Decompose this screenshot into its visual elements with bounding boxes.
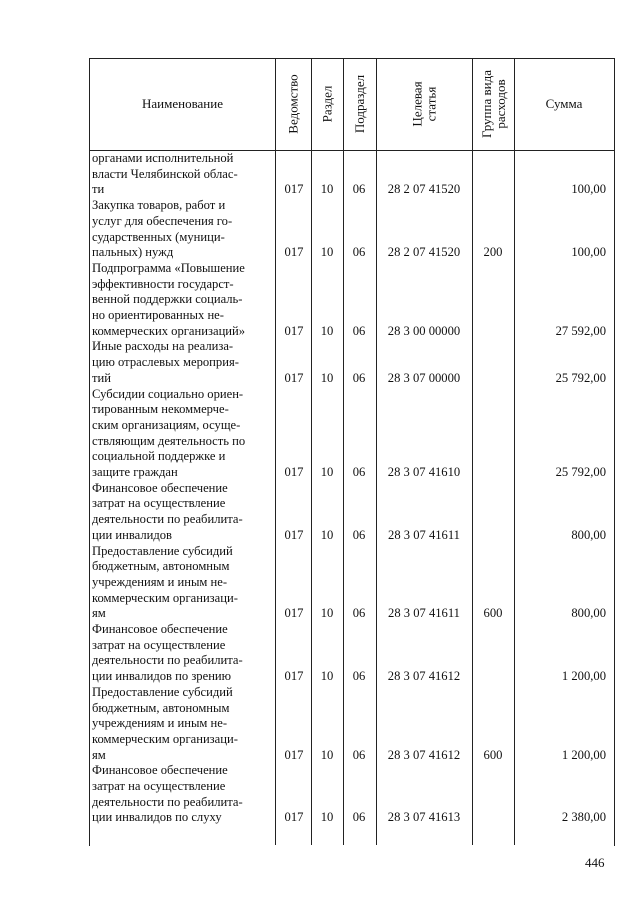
header-tselevaya-line1: Целевая [409, 81, 425, 127]
row-name-line: ям [92, 606, 106, 621]
page-number: 446 [585, 855, 605, 870]
row-name-line: социальной поддержке и [92, 449, 226, 464]
row-summa: 800,00 [571, 527, 606, 542]
row-name [92, 261, 269, 340]
header-vedomstvo-label: Ведомство [285, 74, 301, 134]
row-razdel: 10 [320, 810, 334, 825]
row-razdel: 10 [320, 323, 334, 338]
row-name-line: цию отраслевых мероприя- [92, 355, 239, 370]
row-name-line: Подпрограмма «Повышение [92, 260, 245, 275]
row-summa: 25 792,00 [555, 465, 606, 479]
row-tselevaya-statya: 28 2 07 41520 [387, 245, 461, 260]
row-name [92, 622, 269, 685]
row-name [92, 763, 269, 826]
header-name-label: Наименование [142, 96, 223, 111]
row-name-line: тированным некоммерче- [92, 402, 229, 417]
header-name [90, 58, 275, 150]
row-vedomstvo: 017 [284, 669, 304, 684]
row-tselevaya-statya: 28 3 07 00000 [387, 370, 461, 385]
header-gruppa-line2: расходов [492, 79, 508, 129]
row-name-line: Финансовое обеспечение [92, 763, 228, 778]
row-name-line: Предоставление субсидий [92, 684, 233, 699]
row-name [92, 198, 269, 261]
row-summa: 800,00 [571, 606, 606, 621]
row-tselevaya-statya: 28 3 07 41613 [387, 810, 461, 825]
row-tselevaya-statya: 28 3 00 00000 [387, 323, 461, 338]
row-name-line: Закупка товаров, работ и [92, 198, 226, 213]
row-razdel: 10 [320, 747, 334, 762]
row-razdel: 10 [320, 182, 334, 197]
row-name-line: деятельности по реабилита- [92, 794, 243, 809]
row-podrazdel: 06 [352, 527, 366, 542]
row-vedomstvo: 017 [284, 245, 304, 260]
row-summa: 1 200,00 [561, 669, 606, 684]
row-name-line: Финансовое обеспечение [92, 622, 228, 636]
row-name-line: учреждениям и иным не- [92, 716, 228, 731]
header-summa [515, 58, 613, 150]
row-name-line: коммерческих организаций» [92, 323, 246, 338]
row-name-line: ям [92, 747, 106, 762]
row-razdel: 10 [320, 370, 334, 385]
row-podrazdel: 06 [352, 245, 366, 260]
row-vedomstvo: 017 [284, 323, 304, 338]
row-name-line: эффективности государст- [92, 276, 234, 291]
row-podrazdel: 06 [352, 606, 366, 621]
row-name-line: Субсидии социально ориен- [92, 386, 244, 401]
row-name [92, 685, 269, 764]
header-gruppa-label [480, 70, 508, 138]
row-podrazdel: 06 [352, 747, 366, 762]
row-razdel: 10 [320, 669, 334, 684]
row-vedomstvo: 017 [284, 810, 304, 825]
row-podrazdel: 06 [352, 182, 366, 197]
row-name [92, 544, 269, 623]
row-name-line: учреждениям и иным не- [92, 574, 228, 589]
row-tselevaya-statya: 28 2 07 41520 [387, 182, 461, 197]
row-name-line: венной поддержки социаль- [92, 292, 243, 307]
row-name-line: защите граждан [92, 465, 178, 480]
column-divider [472, 58, 473, 845]
row-name-line: органами исполнительной [92, 151, 234, 165]
row-name [92, 151, 269, 198]
column-divider [514, 58, 515, 845]
row-tselevaya-statya: 28 3 07 41612 [387, 669, 461, 684]
row-razdel: 10 [320, 245, 334, 260]
row-summa: 2 380,00 [561, 810, 606, 825]
row-name-line: коммерческим организаци- [92, 731, 238, 746]
row-summa: 1 200,00 [561, 747, 606, 762]
row-gruppa: 200 [483, 245, 503, 260]
row-name-line: пальных) нужд [92, 245, 174, 260]
header-summa-label: Сумма [545, 96, 583, 111]
row-podrazdel: 06 [352, 323, 366, 338]
row-gruppa: 600 [483, 747, 503, 762]
row-name-line: Иные расходы на реализа- [92, 339, 234, 354]
row-tselevaya-statya: 28 3 07 41611 [388, 606, 460, 621]
column-divider [275, 58, 276, 845]
row-name-line: Предоставление субсидий [92, 543, 233, 558]
row-tselevaya-statya: 28 3 07 41611 [388, 527, 460, 542]
row-name-line: ским организациям, осуще- [92, 417, 241, 432]
row-podrazdel: 06 [352, 810, 366, 825]
header-tselevaya [377, 58, 472, 150]
row-name-line: ции инвалидов [92, 527, 173, 542]
row-name-line: услуг для обеспечения го- [92, 213, 233, 228]
row-vedomstvo: 017 [284, 747, 304, 762]
row-tselevaya-statya: 28 3 07 41610 [387, 465, 461, 479]
row-name-line: власти Челябинской облас- [92, 166, 238, 181]
row-name-line: ции инвалидов по зрению [92, 669, 232, 684]
row-name-line: ствляющим деятельность по [92, 433, 246, 448]
header-podrazdel [344, 58, 376, 150]
row-summa: 25 792,00 [555, 370, 606, 385]
row-podrazdel: 06 [352, 370, 366, 385]
row-name [92, 387, 269, 481]
column-divider [376, 58, 377, 845]
row-vedomstvo: 017 [284, 182, 304, 197]
row-name-line: затрат на осуществление [92, 637, 226, 652]
column-divider [343, 58, 344, 845]
row-name-line: затрат на осуществление [92, 496, 226, 511]
row-razdel: 10 [320, 606, 334, 621]
row-name-line: ти [92, 182, 105, 197]
row-tselevaya-statya: 28 3 07 41612 [387, 747, 461, 762]
row-vedomstvo: 017 [284, 465, 304, 479]
column-divider [311, 58, 312, 845]
row-razdel: 10 [320, 465, 334, 479]
row-name-line: деятельности по реабилита- [92, 653, 243, 668]
row-summa: 100,00 [571, 182, 606, 197]
header-vedomstvo [276, 58, 311, 150]
header-podrazdel-label: Подраздел [352, 74, 368, 134]
row-name-line: сударственных (муници- [92, 229, 225, 244]
header-tselevaya-line2: статья [423, 86, 439, 122]
row-vedomstvo: 017 [284, 370, 304, 385]
header-gruppa-line1: Группа вида [478, 70, 494, 138]
row-summa: 27 592,00 [555, 323, 606, 338]
row-podrazdel: 06 [352, 465, 366, 479]
row-name-line: ции инвалидов по слуху [92, 810, 222, 825]
header-razdel [312, 58, 343, 150]
row-podrazdel: 06 [352, 669, 366, 684]
row-vedomstvo: 017 [284, 606, 304, 621]
header-tselevaya-label [410, 81, 438, 126]
row-razdel: 10 [320, 527, 334, 542]
row-name-line: коммерческим организаци- [92, 590, 238, 605]
row-name-line: бюджетным, автономным [92, 559, 230, 574]
header-razdel-label: Раздел [319, 85, 335, 123]
row-name-line: но ориентированных не- [92, 308, 224, 322]
row-name [92, 481, 269, 544]
row-name-line: Финансовое обеспечение [92, 480, 228, 495]
row-name-line: тий [92, 370, 111, 385]
row-summa: 100,00 [571, 245, 606, 260]
header-gruppa [473, 58, 514, 150]
row-name [92, 339, 269, 386]
row-name-line: деятельности по реабилита- [92, 512, 243, 527]
row-name-line: затрат на осуществление [92, 779, 226, 793]
row-name-line: бюджетным, автономным [92, 700, 230, 715]
row-vedomstvo: 017 [284, 527, 304, 542]
row-gruppa: 600 [483, 606, 503, 621]
